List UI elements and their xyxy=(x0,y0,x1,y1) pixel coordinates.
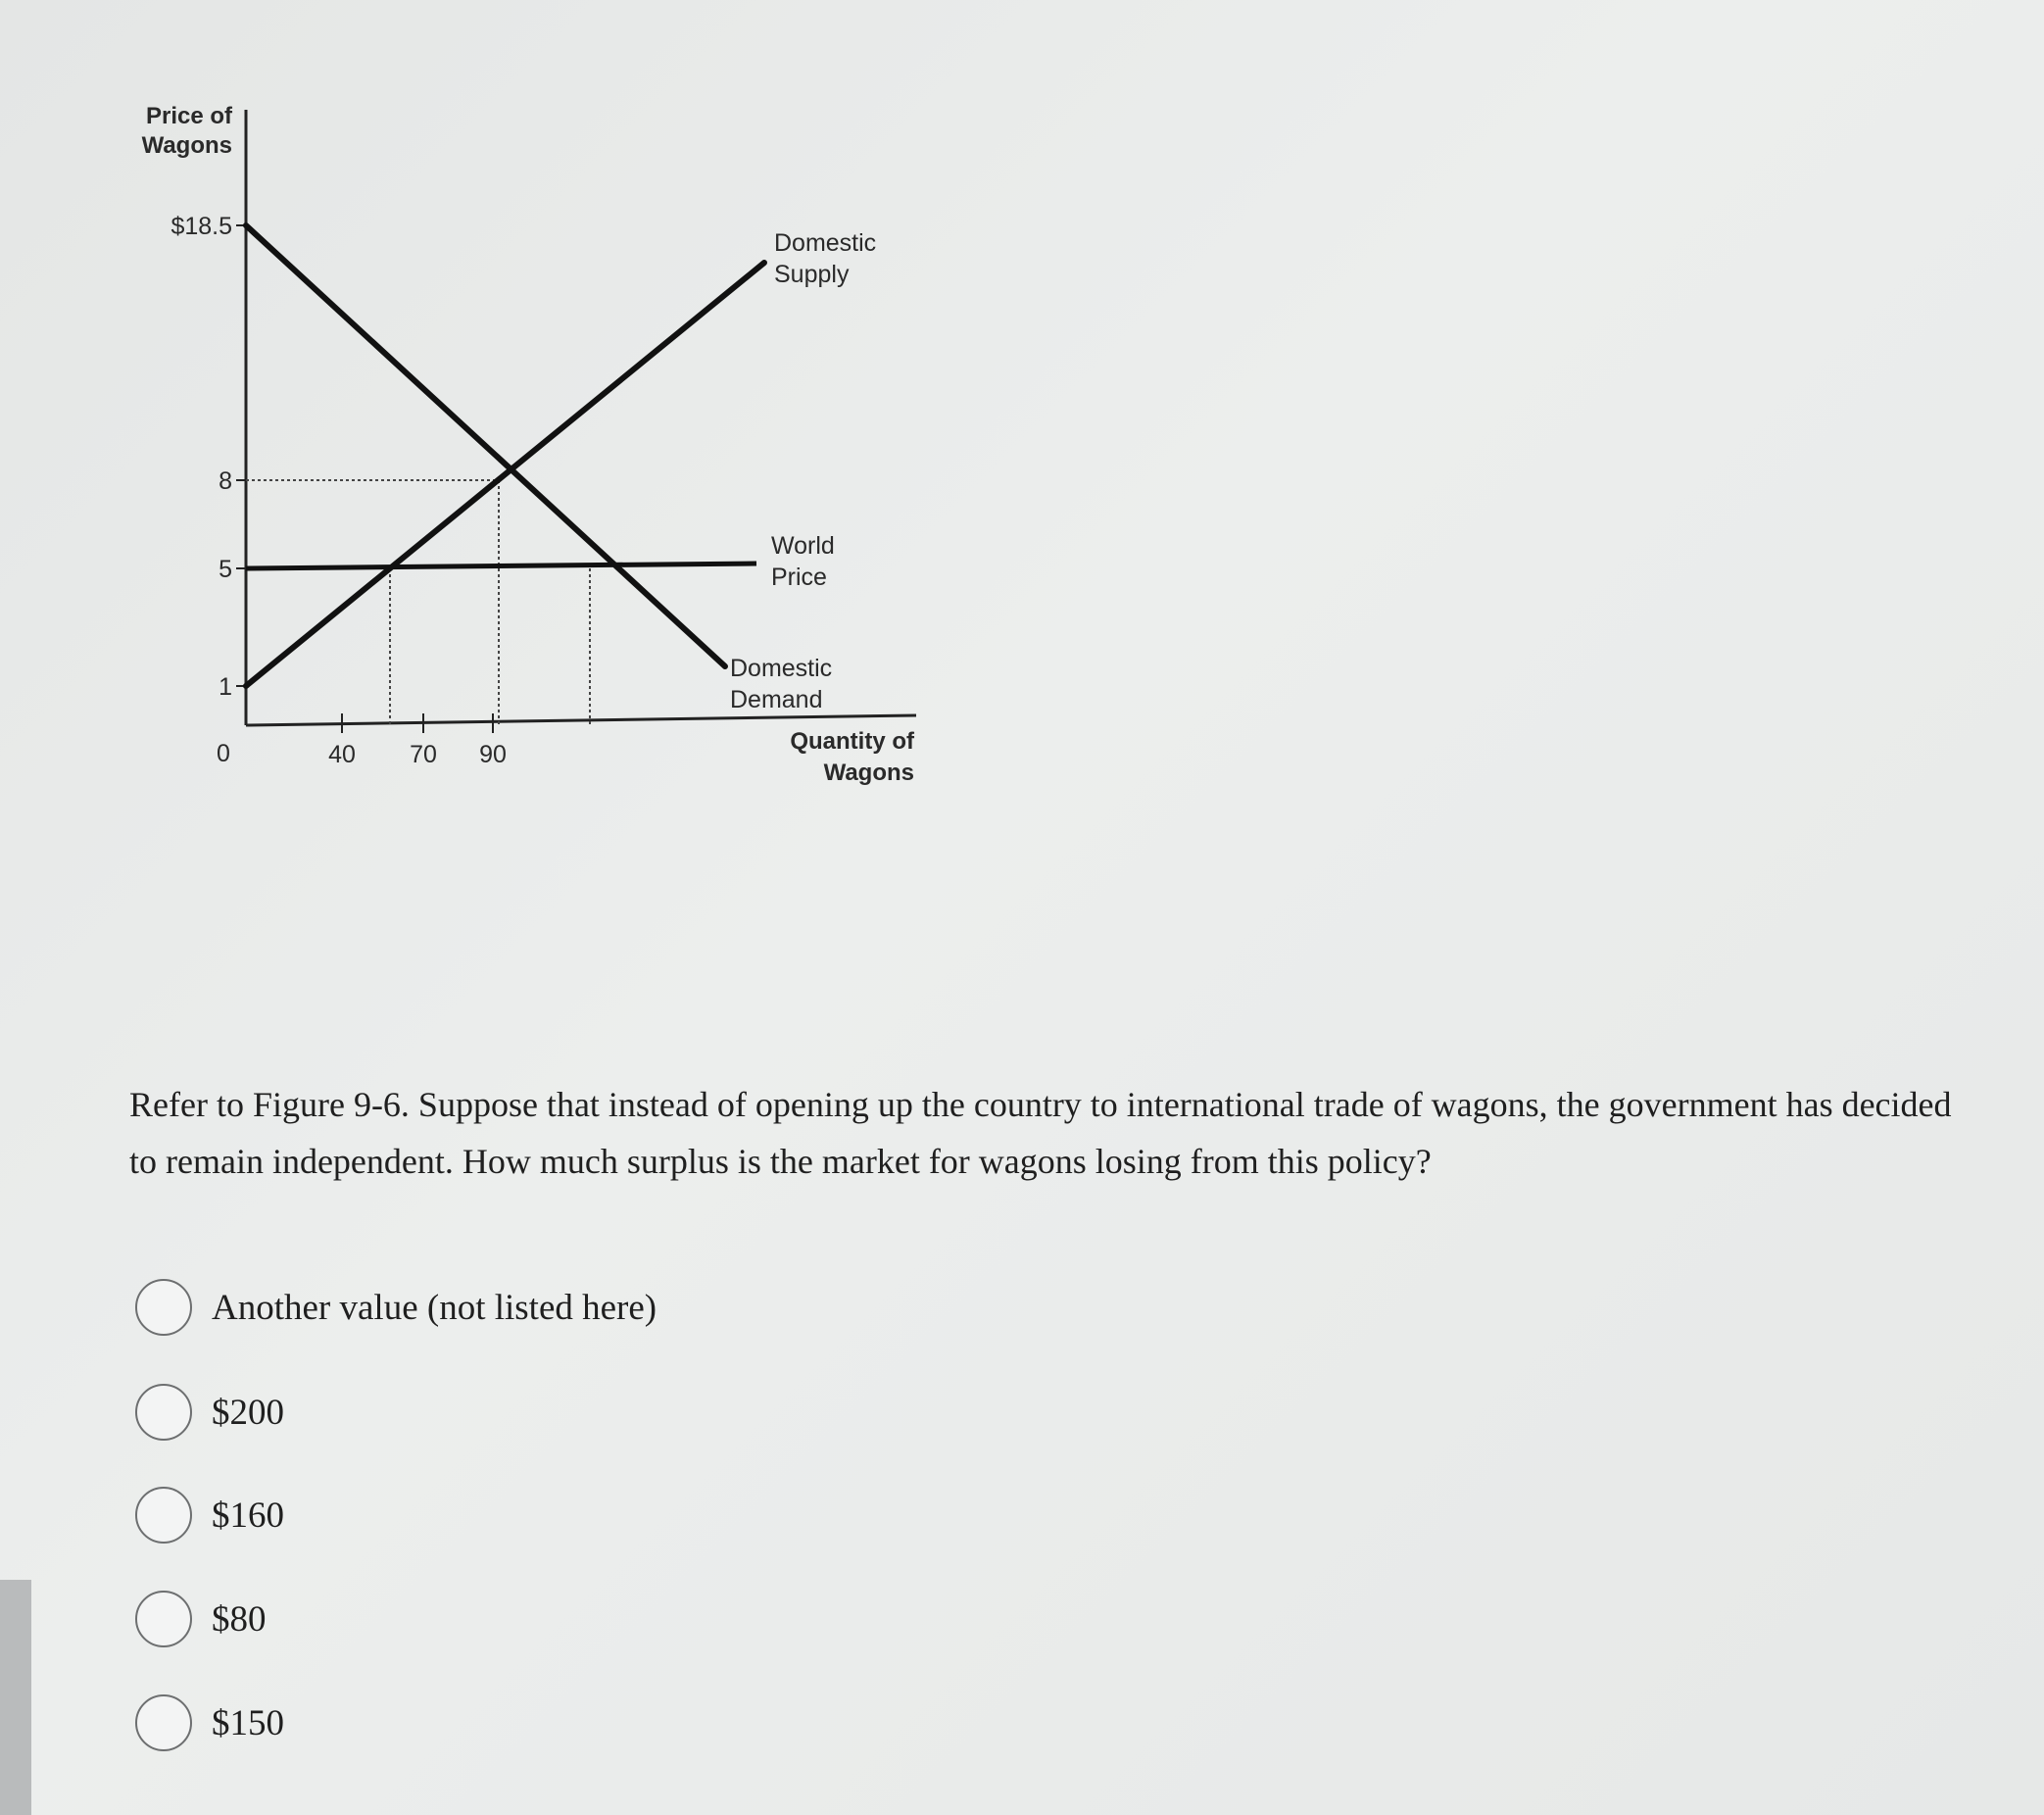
origin-label: 0 xyxy=(217,740,230,767)
demand-label-line-1: Domestic xyxy=(730,655,833,682)
y-tick-label: $18.5 xyxy=(170,213,232,240)
y-tick-label: 1 xyxy=(219,673,232,701)
y-axis-title-line-2: Wagons xyxy=(141,132,232,159)
option-label: $150 xyxy=(212,1702,284,1743)
answer-option-80[interactable] xyxy=(135,1591,267,1647)
radio-button[interactable] xyxy=(135,1487,192,1544)
x-tick-label: 40 xyxy=(328,741,356,768)
answer-option-200[interactable] xyxy=(135,1384,284,1441)
answer-option-150[interactable] xyxy=(135,1694,284,1751)
radio-button[interactable] xyxy=(135,1384,192,1441)
supply-label-line-1: Domestic xyxy=(774,229,877,257)
x-tick-label: 90 xyxy=(479,741,507,768)
option-label: Another value (not listed here) xyxy=(212,1287,657,1328)
curves xyxy=(246,225,764,686)
left-edge-panel xyxy=(0,1580,31,1815)
radio-button[interactable] xyxy=(135,1591,192,1647)
supply-demand-chart xyxy=(0,0,980,813)
option-label: $80 xyxy=(212,1598,267,1640)
domestic-supply-line xyxy=(246,263,764,686)
y-tick-label: 8 xyxy=(219,467,232,495)
x-axis-title-line-2: Wagons xyxy=(823,760,914,786)
radio-button[interactable] xyxy=(135,1694,192,1751)
y-axis-title-line-1: Price of xyxy=(145,103,232,129)
answer-option-160[interactable] xyxy=(135,1487,284,1544)
demand-label-line-2: Demand xyxy=(730,686,823,713)
y-ticks xyxy=(170,213,246,701)
dotted-guides xyxy=(246,480,590,725)
x-axis-title-line-1: Quantity of xyxy=(790,728,914,755)
answer-option-another-value[interactable] xyxy=(135,1279,657,1336)
x-axis xyxy=(246,715,916,725)
option-label: $200 xyxy=(212,1392,284,1433)
question-text: Refer to Figure 9-6. Suppose that instead of opening up the country to international trade of wagons, the government has decided to remain independent. How much surplus is the market for wagons losing from this policy? xyxy=(129,1085,1952,1181)
domestic-demand-line xyxy=(246,225,725,666)
radio-button[interactable] xyxy=(135,1279,192,1336)
option-label: $160 xyxy=(212,1495,284,1536)
x-tick-label: 70 xyxy=(410,741,437,768)
supply-label-line-2: Supply xyxy=(774,261,850,288)
y-tick-label: 5 xyxy=(219,556,232,583)
world-price-label-line-1: World xyxy=(771,532,835,560)
world-price-line xyxy=(246,564,756,568)
world-price-label-line-2: Price xyxy=(771,564,827,591)
